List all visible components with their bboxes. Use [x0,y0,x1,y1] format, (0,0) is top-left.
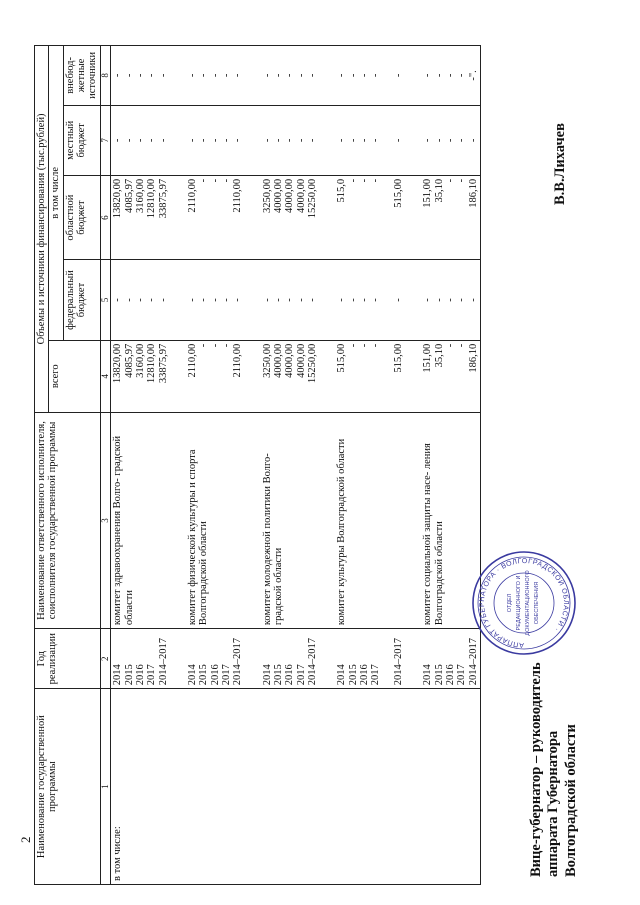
col-index-4: 4 [100,340,111,412]
cell-federal: - - - - - [335,260,405,340]
cell-years: 2014 2015 2016 2017 2014–2017 [421,629,480,689]
seal-inner-text-4: ОБЕСПЕЧЕНИЯ [534,581,540,625]
cell-years: 2014 2015 2016 2017 2014–2017 [186,629,245,689]
col-index-1: 1 [100,689,111,885]
svg-text:АППАРАТ ГУБЕРНАТОРА · ВОЛГОГРА [479,558,569,648]
cell-local: - - - - - [261,105,320,175]
cell-executor: комитет социальной защиты насе- ления Волгоградской области [421,412,480,628]
cell-executor: комитет культуры Волгоградской области [335,412,405,628]
cell-offbudget: - - - - - [335,46,405,106]
signature-block [528,662,580,877]
col-index-7: 7 [100,105,111,175]
cell-regional: 2110,00 - - - 2110,00 [186,175,245,259]
header-federal: федеральный бюджет [63,260,100,340]
cell-total: 2110,00 - - - 2110,00 [186,340,245,412]
table-row [261,46,320,885]
cell-federal: - - - - - [261,260,320,340]
cell-local: - - - - - [111,105,170,175]
seal-outer-text: АППАРАТ ГУБЕРНАТОРА · ВОЛГОГРАДСКОЙ ОБЛАСТИ · [478,557,570,649]
header-local: местный бюджет [63,105,100,175]
table-row [335,46,405,885]
cell-executor: комитет физической культуры и спорта Волгоградской области [186,412,245,628]
cell-offbudget: - - - - - [111,46,170,106]
cell-program: в том числе: [111,689,170,885]
cell-total: 3250,00 4000,00 4000,00 4000,00 15250,00 [261,340,320,412]
cell-program [335,689,405,885]
cell-regional: 13820,00 4085,97 3160,00 12810,00 33875,97 [111,175,170,259]
cell-regional: 3250,00 4000,00 4000,00 4000,00 15250,00 [261,175,320,259]
table-row [186,46,245,885]
header-funding: Объемы и источники финансирования (тыс.рублей) [35,46,49,413]
cell-total: 151,00 35,10 - - 186,10 [421,340,480,412]
table-row [111,46,170,885]
cell-offbudget: - - - - - [186,46,245,106]
cell-years: 2014 2015 2016 2017 2014–2017 [261,629,320,689]
cell-years: 2014 2015 2016 2017 2014–2017 [335,629,405,689]
col-index-2: 2 [100,629,111,689]
table-row [421,46,480,885]
seal-inner-text-3: ДОКУМЕНТАЦИОННОГО [525,570,531,636]
cell-local: - - - - - [335,105,405,175]
signature-title-line3: Волгоградской области [562,724,579,877]
row-spacer [319,46,335,885]
cell-federal: - - - - - [421,260,480,340]
cell-federal: - - - - - [111,260,170,340]
signature-title-line1: Вице-губернатор – руководитель [528,662,544,877]
cell-offbudget: - - - - -". [421,46,480,106]
header-regional: областной бюджет [63,175,100,259]
cell-program [186,689,245,885]
cell-executor: комитет здравоохранения Волго- градской области [111,412,170,628]
col-index-3: 3 [100,412,111,628]
row-spacer [245,46,261,885]
header-year: Год реализации [35,629,101,689]
row-spacer [170,46,186,885]
cell-local: - - - - - [421,105,480,175]
cell-regional: 515,0 - - - 515,00 [335,175,405,259]
cell-program [421,689,480,885]
official-seal [470,549,578,657]
cell-years: 2014 2015 2016 2017 2014–2017 [111,629,170,689]
seal-inner-text-2: РЕДАКЦИОННОГО И [516,575,522,631]
header-executor: Наименование ответственного исполнителя, соисполнителя государственной программы [35,412,101,628]
page-number: 2 [18,836,33,843]
col-index-8: 8 [100,46,111,106]
cell-federal: - - - - - [186,260,245,340]
signature-title-line2: аппарата Губернатора [545,730,562,877]
col-index-5: 5 [100,260,111,340]
col-index-6: 6 [100,175,111,259]
cell-program [261,689,320,885]
financing-table [34,45,481,885]
cell-executor: комитет молодежной политики Волго- градской области [261,412,320,628]
cell-local: - - - - - [186,105,245,175]
header-total: всего [49,340,100,412]
cell-total: 515,00 - - - 515,00 [335,340,405,412]
header-including: в том числе [49,46,63,341]
row-spacer [405,46,421,885]
cell-regional: 151,00 35,10 - - 186,10 [421,175,480,259]
header-program: Наименование государственной программы [35,689,101,885]
seal-inner-text-1: ОТДЕЛ [507,593,513,613]
signature-name: В.В.Лихачев [552,123,568,205]
cell-total: 13820,00 4085,97 3160,00 12810,00 33875,97 [111,340,170,412]
cell-offbudget: - - - - - [261,46,320,106]
header-offbudget: внебюд- жетные источники [63,46,100,106]
